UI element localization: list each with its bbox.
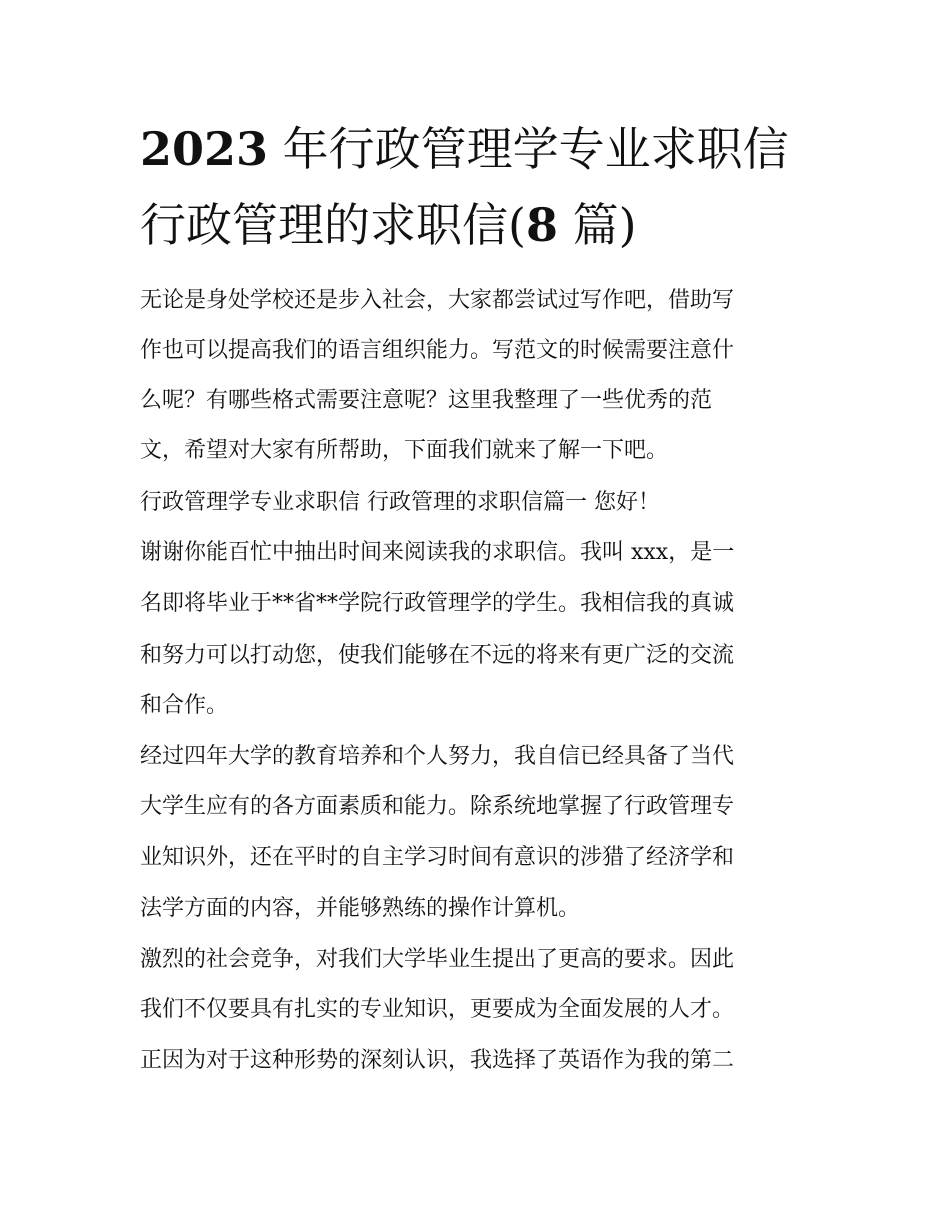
body-line: 作也可以提高我们的语言组织能力。写范文的时候需要注意什 [140,338,735,363]
document-title-line-2 [140,196,820,254]
body-line: 无论是身处学校还是步入社会，大家都尝试过写作吧，借助写 [140,288,735,313]
body-line: 和努力可以打动您，使我们能够在不远的将来有更广泛的交流 [140,643,735,668]
title-line-1-text: 年行政管理学专业求职信 [268,122,789,176]
body-line: 名即将毕业于**省**学院行政管理学的学生。我相信我的真诚 [140,591,735,616]
title-year: 2023 [140,122,269,176]
document-title-line-1 [140,120,820,178]
title-line-2-text: 行政管理的求职信( [140,198,526,252]
body-line: 谢谢你能百忙中抽出时间来阅读我的求职信。我叫 xxx，是一 [140,540,735,565]
title-count: 8 [525,198,558,252]
body-line: 我们不仅要具有扎实的专业知识，更要成为全面发展的人才。 [140,997,735,1022]
body-line: 经过四年大学的教育培养和个人努力，我自信已经具备了当代 [140,744,735,769]
body-line: 法学方面的内容，并能够熟练的操作计算机。 [140,896,581,921]
body-line: 正因为对于这种形势的深刻认识，我选择了英语作为我的第二 [140,1048,735,1073]
body-line: 文，希望对大家有所帮助，下面我们就来了解一下吧。 [140,438,669,463]
title-line-2-tail: 篇) [557,198,637,252]
body-line: 激烈的社会竞争，对我们大学毕业生提出了更高的要求。因此 [140,947,735,972]
section-heading-line: 行政管理学专业求职信 行政管理的求职信篇一 您好！ [140,490,660,515]
body-line: 么呢？有哪些格式需要注意呢？这里我整理了一些优秀的范 [140,388,713,413]
body-line: 业知识外，还在平时的自主学习时间有意识的涉猎了经济学和 [140,845,735,870]
body-line: 大学生应有的各方面素质和能力。除系统地掌握了行政管理专 [140,794,735,819]
body-line: 和合作。 [140,693,229,718]
